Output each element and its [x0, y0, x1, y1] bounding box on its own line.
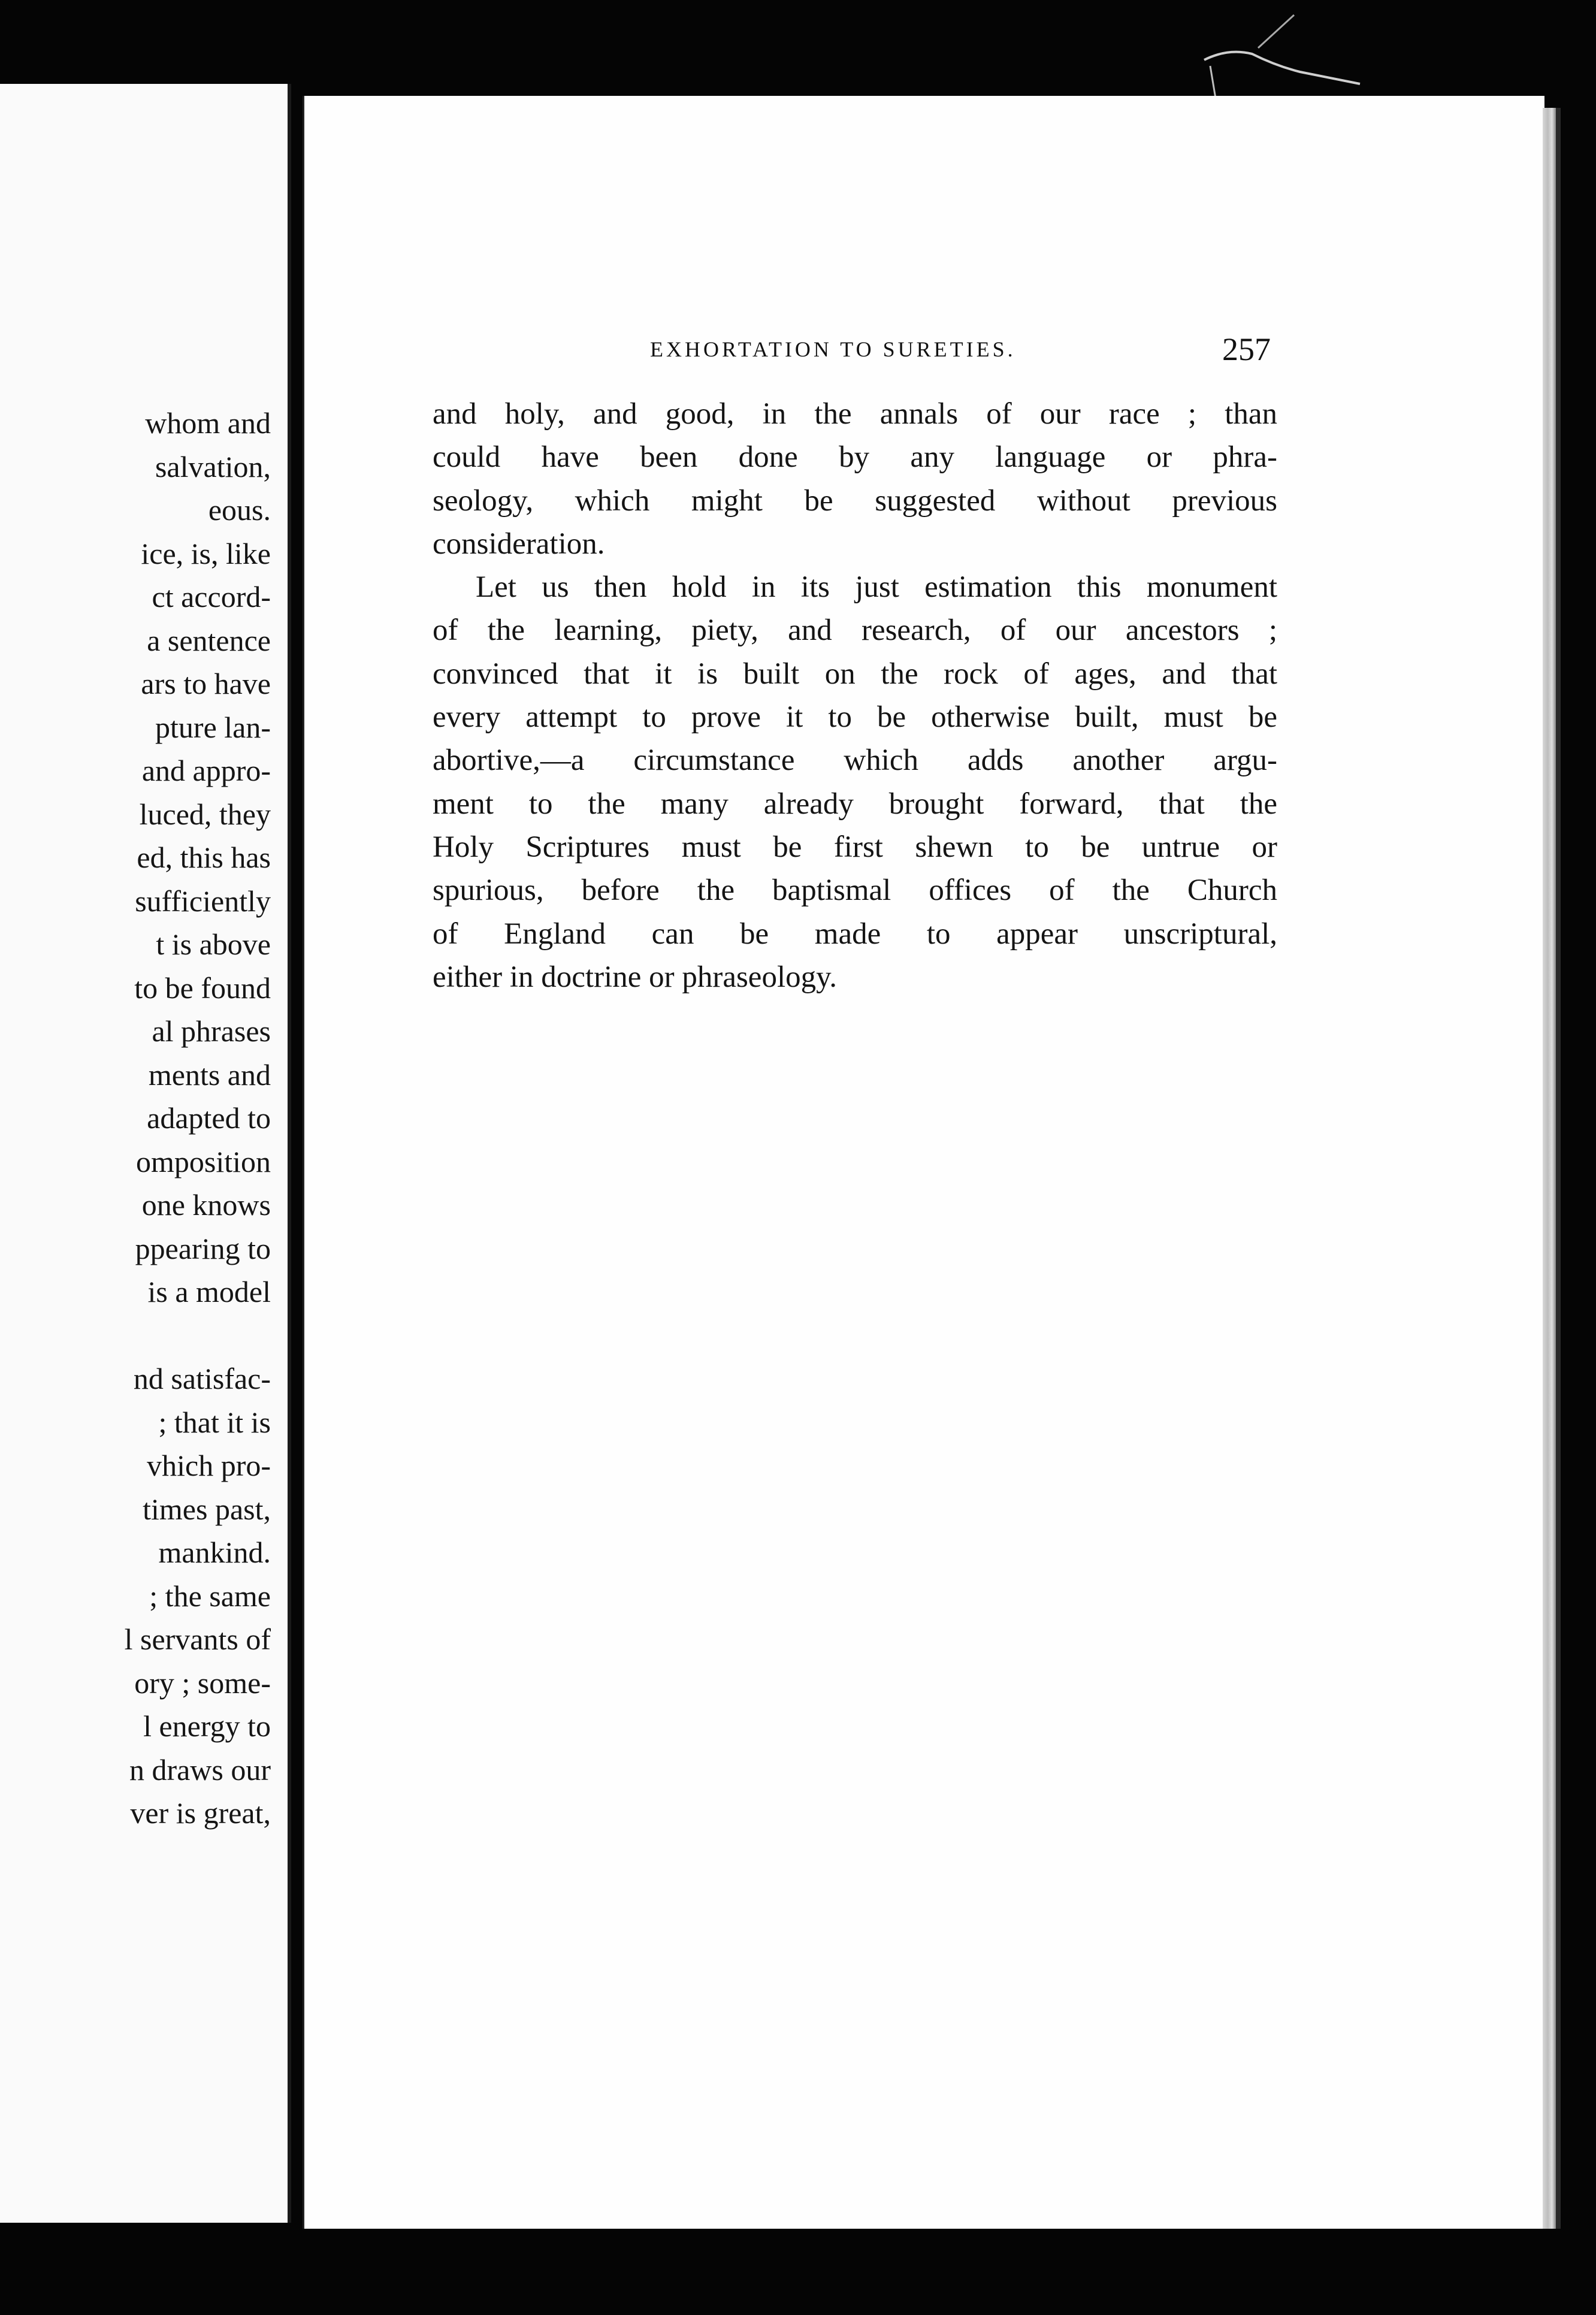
left-page-line: eous.	[208, 493, 271, 527]
left-page-line: a sentence	[147, 623, 271, 657]
left-page-line: l energy to	[143, 1709, 271, 1743]
left-page-line: nd satisfac-	[133, 1362, 271, 1395]
left-page-line: adapted to	[147, 1101, 271, 1135]
left-page-line: ed, this has	[137, 841, 271, 874]
body-line: convinced that it is built on the rock of ages, and that	[433, 657, 1277, 691]
left-page-line: luced, they	[139, 797, 271, 831]
left-page-line: ; that it is	[158, 1405, 271, 1439]
page-edge-shadow	[1556, 108, 1561, 2229]
left-page-line: vhich pro-	[147, 1449, 271, 1482]
body-line: either in doctrine or phraseology.	[433, 960, 838, 994]
body-line: abortive,—a circumstance which adds another argu-	[433, 744, 1277, 778]
left-page-line: l servants of	[124, 1622, 271, 1656]
left-page-line: one knows	[141, 1188, 271, 1222]
left-page-line: ice, is, like	[141, 536, 271, 570]
left-page-line: t is above	[156, 927, 271, 961]
body-line: seology, which might be suggested without previous	[433, 483, 1277, 518]
left-page-line: sufficiently	[135, 884, 271, 918]
page-number: 257	[1222, 331, 1271, 367]
body-line: ment to the many already brought forward, that the	[433, 787, 1277, 821]
left-page-line	[7, 1314, 271, 1358]
left-page-line: pture lan-	[155, 710, 271, 744]
left-page-line: ars to have	[141, 667, 271, 700]
running-head: EXHORTATION TO SURETIES.	[650, 337, 1016, 361]
left-page-line: ppearing to	[135, 1231, 271, 1265]
body-line: every attempt to prove it to be otherwise built, must be	[433, 700, 1277, 735]
left-page-line: times past,	[143, 1492, 271, 1526]
page-edge	[1543, 108, 1556, 2229]
left-page	[0, 84, 291, 2223]
body-line: of England can be made to appear unscriptural,	[433, 917, 1277, 951]
left-page-line: n draws our	[129, 1752, 271, 1787]
left-page-line: mankind.	[158, 1536, 271, 1569]
body-text	[433, 392, 1277, 999]
left-page-line: ory ; some-	[134, 1666, 271, 1700]
scratch-marks	[1192, 12, 1372, 108]
body-line: consideration.	[433, 527, 605, 561]
left-page-line: omposition	[135, 1144, 271, 1178]
body-line: could have been done by any language or phra-	[433, 440, 1277, 475]
left-page-line: ments and	[148, 1057, 271, 1092]
left-page-line: to be found	[134, 971, 271, 1005]
left-page-line: salvation,	[155, 449, 271, 483]
left-page-line: ; the same	[149, 1579, 271, 1613]
left-page-line: is a model	[147, 1275, 271, 1308]
left-page-line: al phrases	[152, 1014, 271, 1048]
left-page-text	[7, 401, 271, 1835]
body-line: Holy Scriptures must be first shewn to be untrue or	[433, 830, 1277, 864]
body-line: Let us then hold in its just estimation this monument	[476, 570, 1277, 605]
left-page-line: whom and	[145, 406, 271, 440]
left-page-line: ver is great,	[130, 1796, 271, 1830]
body-line: spurious, before the baptismal offices of the Church	[433, 874, 1277, 908]
body-line: of the learning, piety, and research, of our ancestors ;	[433, 613, 1277, 648]
left-page-line: and appro-	[141, 754, 271, 787]
left-page-line: ct accord-	[152, 580, 271, 613]
body-line: and holy, and good, in the annals of our race ; than	[433, 397, 1277, 431]
